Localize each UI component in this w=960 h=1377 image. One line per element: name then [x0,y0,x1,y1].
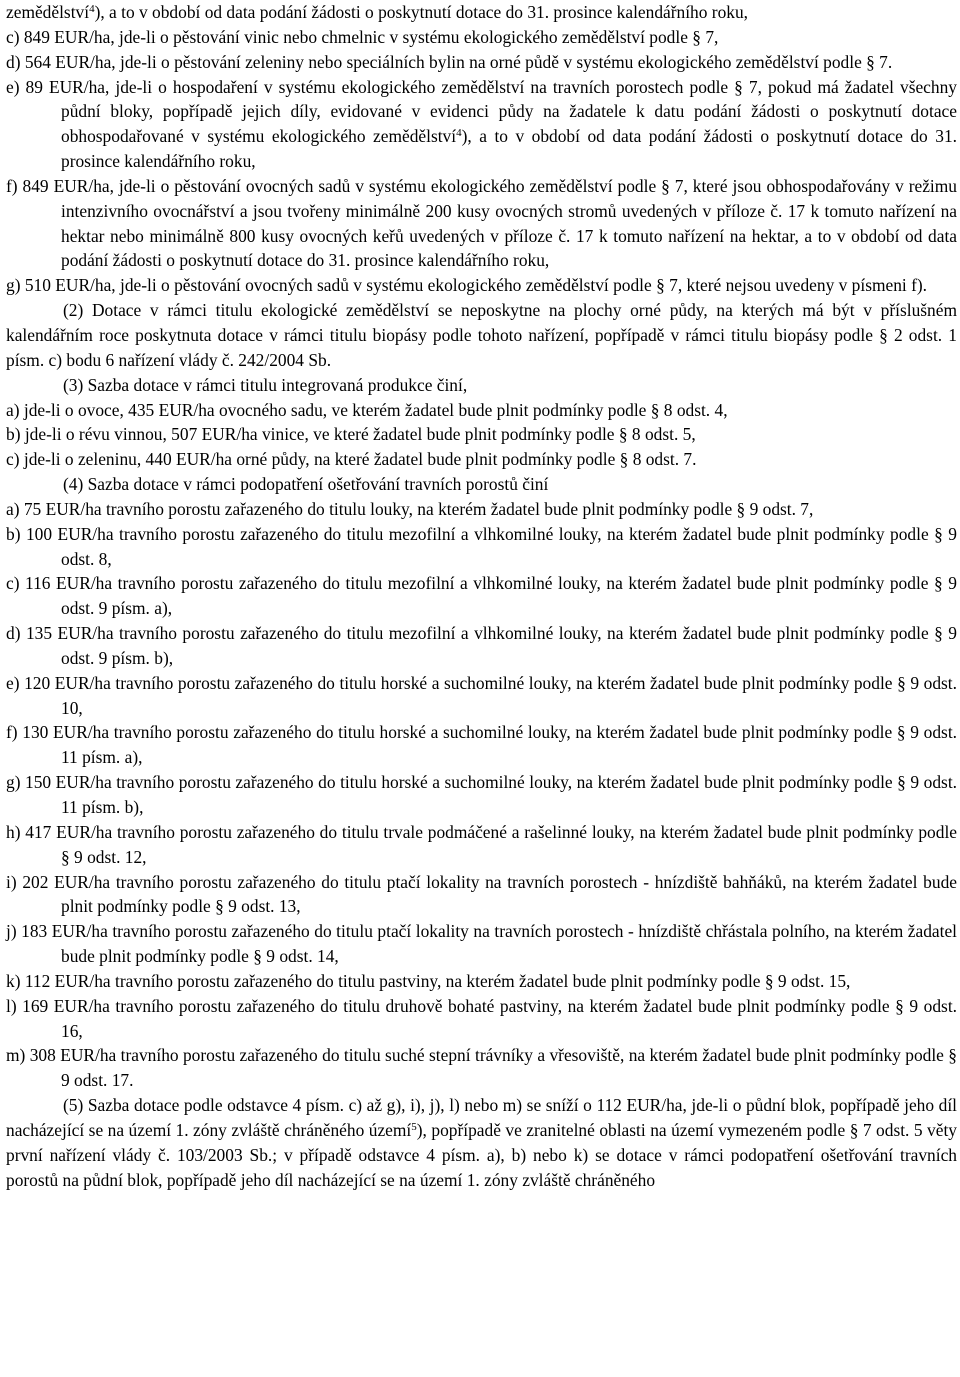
paragraph [6,522,957,572]
text-run: a) jde-li o ovoce, 435 EUR/ha ovocného sadu, ve kterém žadatel bude plnit podmínky podle § 8 odst. 4, [6,399,728,420]
paragraph [6,919,957,969]
text-run: m) 308 EUR/ha travního porostu zařazeného do titulu suché stepní trávníky a vřesoviště, na kterém žadatel bude plnit podmínky podle § 9 odst. 17. [6,1045,957,1091]
text-run: zemědělství [6,2,90,22]
footnote-ref: 4 [456,127,462,140]
paragraph [6,770,957,820]
paragraph [6,1043,957,1093]
text-run: g) 150 EUR/ha travního porostu zařazeného do titulu horské a suchomilné louky, na kterém žadatel bude plnit podmínky podle § 9 odst. 11 písm. b), [6,772,957,817]
text-run: j) 183 EUR/ha travního porostu zařazeného do titulu ptačí lokality na travních porostech - hnízdiště chřástala polního, na kterém žadatel bude plnit podmínky podle § 9 odst. 14, [6,921,957,967]
paragraph [6,50,957,75]
text-run: f) 849 EUR/ha, jde-li o pěstování ovocných sadů v systému ekologického zemědělství podle § 7, které jsou obhospodařovány v režimu intenzivního ovocnářství a jsou tvořeny minimálně 200 kusy ovocných stromů uvedených v příloze č. 17 k tomuto nařízení na hektar nebo minimálně 800 kusy ovocných keřů uvedených v příloze č. 17 k tomuto nařízení na hektar, a to v období od data podání žádosti o poskytnutí dotace do 31. prosince kalendářního roku, [6,175,957,271]
text-run: h) 417 EUR/ha travního porostu zařazeného do titulu trvale podmáčené a rašelinné louky, na kterém žadatel bude plnit podmínky podle § 9 odst. 12, [6,821,957,867]
text-run: i) 202 EUR/ha travního porostu zařazeného do titulu ptačí lokality na travních porostech - hnízdiště bahňáků, na kterém žadatel bude plnit podmínky podle § 9 odst. 13, [6,871,957,917]
paragraph [6,373,957,398]
text-run: f) 130 EUR/ha travního porostu zařazeného do titulu horské a suchomilné louky, na kterém žadatel bude plnit podmínky podle § 9 odst. 11 písm. a), [6,722,957,768]
text-run: ), a to v období od data podání žádosti o poskytnutí dotace do 31. prosince kalendářního roku, [61,126,957,172]
paragraph [6,472,957,497]
text-run: d) 135 EUR/ha travního porostu zařazeného do titulu mezofilní a vlhkomilné louky, na kterém žadatel bude plnit podmínky podle § 9 odst. 9 písm. b), [6,623,957,668]
text-run: d) 564 EUR/ha, jde-li o pěstování zeleniny nebo speciálních bylin na orné půdě v systému ekologického zemědělství podle § 7. [6,51,893,72]
paragraph [6,1093,957,1192]
paragraph [6,994,957,1044]
text-run: ), popřípadě ve zranitelné oblasti na území vymezeném podle § 7 odst. 5 věty první nařízení vlády č. 103/2003 Sb.; v případě odstavce 4 písm. a), b) nebo k) se dotace v rámci podopatření ošetřování travních porostů na půdní blok, popřípadě jeho díl nacházející se na území 1. zóny zvláště chráněného [6,1119,957,1190]
text-run: g) 510 EUR/ha, jde-li o pěstování ovocných sadů v systému ekologického zemědělství podle § 7, které nejsou uvedeny v písmeni f). [6,275,928,296]
paragraph [6,497,957,522]
text-run: l) 169 EUR/ha travního porostu zařazeného do titulu druhově bohaté pastviny, na kterém žadatel bude plnit podmínky podle § 9 odst. 16, [6,995,957,1041]
paragraph [6,75,957,174]
paragraph [6,25,957,50]
paragraph [6,671,957,721]
footnote-ref: 5 [411,1120,417,1133]
text-run: (3) Sazba dotace v rámci titulu integrovaná produkce činí, [63,374,468,395]
text-run: a) 75 EUR/ha travního porostu zařazeného do titulu louky, na kterém žadatel bude plnit podmínky podle § 9 odst. 7, [6,498,814,519]
paragraph [6,870,957,920]
text-run: c) 849 EUR/ha, jde-li o pěstování vinic nebo chmelnic v systému ekologického zemědělství podle § 7, [6,26,719,47]
text-run: c) 116 EUR/ha travního porostu zařazeného do titulu mezofilní a vlhkomilné louky, na kterém žadatel bude plnit podmínky podle § 9 odst. 9 písm. a), [6,573,957,619]
text-run: e) 89 EUR/ha, jde-li o hospodaření v systému ekologického zemědělství na travních porostech podle § 7, pokud má žadatel všechny půdní bloky, popřípadě jejich díly, evidované v evidenci půdy na žadatele k datu podání žádosti o poskytnutí dotace obhospodařované v systému ekologického zemědělství [6,76,957,147]
paragraph [6,969,957,994]
text-run: e) 120 EUR/ha travního porostu zařazeného do titulu horské a suchomilné louky, na kterém žadatel bude plnit podmínky podle § 9 odst. 10, [6,672,957,718]
paragraph [6,298,957,373]
text-run: b) 100 EUR/ha travního porostu zařazeného do titulu mezofilní a vlhkomilné louky, na kterém žadatel bude plnit podmínky podle § 9 odst. 8, [6,523,957,569]
text-run: c) jde-li o zeleninu, 440 EUR/ha orné půdy, na které žadatel bude plnit podmínky podle § 8 odst. 7. [6,449,697,470]
paragraph [6,820,957,870]
text-run: (2) Dotace v rámci titulu ekologické zemědělství se neposkytne na plochy orné půdy, na kterých má být v příslušném kalendářním roce poskytnuta dotace v rámci titulu biopásy podle tohoto nařízení, popřípadě v rámci titulu biopásy podle § 2 odst. 1 písm. c) bodu 6 nařízení vlády č. 242/2004 Sb. [6,300,957,370]
text-run: (5) Sazba dotace podle odstavce 4 písm. c) až g), i), j), l) nebo m) se sníží o 112 EUR/ha, jde-li o půdní blok, popřípadě jeho díl nacházející se na území 1. zóny zvláště chráněného území [6,1095,957,1140]
text-run: (4) Sazba dotace v rámci podopatření ošetřování travních porostů činí [63,474,549,495]
paragraph [6,174,957,273]
paragraph [6,0,957,25]
footnote-ref: 4 [89,3,95,15]
paragraph [6,571,957,621]
paragraph [6,398,957,423]
paragraph [6,447,957,472]
text-run: b) jde-li o révu vinnou, 507 EUR/ha vinice, ve které žadatel bude plnit podmínky podle § 8 odst. 5, [6,424,696,445]
paragraph [6,273,957,298]
text-run: ), a to v období od data podání žádosti o poskytnutí dotace do 31. prosince kalendářního roku, [94,2,749,22]
paragraph [6,720,957,770]
text-run: k) 112 EUR/ha travního porostu zařazeného do titulu pastviny, na kterém žadatel bude plnit podmínky podle § 9 odst. 15, [6,970,851,991]
paragraph [6,422,957,447]
paragraph [6,621,957,671]
